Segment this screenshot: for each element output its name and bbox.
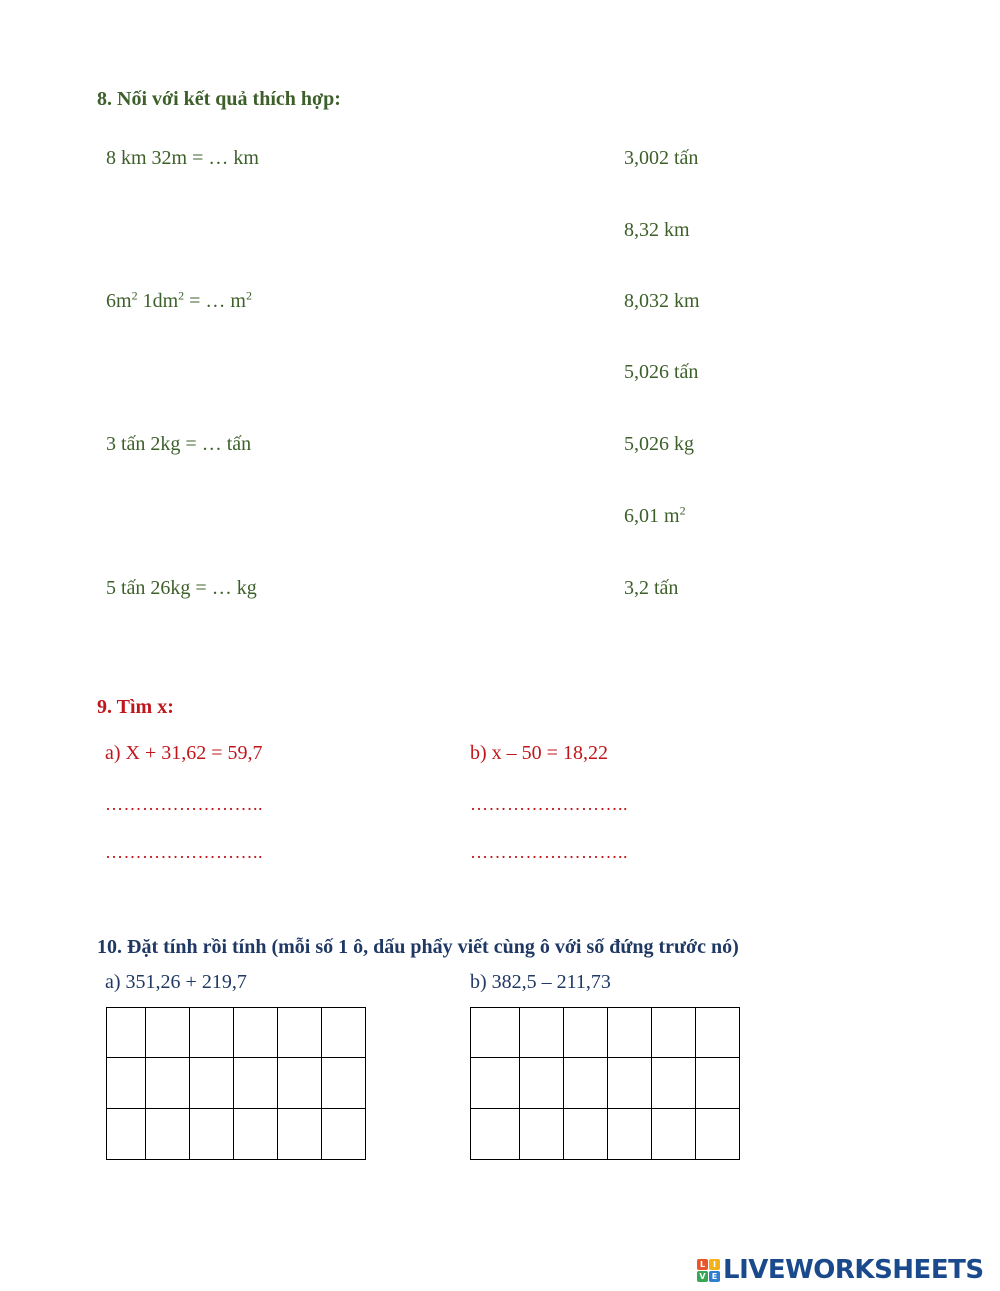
q8-right-item-3: 8,032 km <box>624 290 700 312</box>
grid-cell[interactable] <box>520 1109 564 1160</box>
grid-cell[interactable] <box>652 1109 696 1160</box>
q9-title: 9. Tìm x: <box>97 696 174 718</box>
q9-a-answer-line-1[interactable]: …………………….. <box>105 794 263 814</box>
q8-right-item-4: 5,026 tấn <box>624 361 699 383</box>
grid-cell[interactable] <box>234 1058 278 1109</box>
grid-cell[interactable] <box>107 1058 146 1109</box>
grid-cell[interactable] <box>471 1058 520 1109</box>
grid-cell[interactable] <box>608 1058 652 1109</box>
q9-part-a: a) X + 31,62 = 59,7 <box>105 742 263 764</box>
grid-cell[interactable] <box>471 1109 520 1160</box>
q9-b-answer-line-1[interactable]: …………………….. <box>470 794 628 814</box>
q10-title: 10. Đặt tính rồi tính (mỗi số 1 ô, dấu phẩy viết cùng ô với số đứng trước nó) <box>97 936 739 958</box>
grid-cell[interactable] <box>608 1008 652 1058</box>
q10-part-a: a) 351,26 + 219,7 <box>105 971 247 993</box>
grid-cell[interactable] <box>107 1109 146 1160</box>
grid-cell[interactable] <box>278 1008 322 1058</box>
grid-cell[interactable] <box>190 1008 234 1058</box>
q9-a-answer-line-2[interactable]: …………………….. <box>105 842 263 862</box>
grid-cell[interactable] <box>278 1109 322 1160</box>
grid-cell[interactable] <box>564 1058 608 1109</box>
grid-cell[interactable] <box>564 1008 608 1058</box>
q10-part-b: b) 382,5 – 211,73 <box>470 971 611 993</box>
q8-left-item-2: $6m^2$ $1dm^2$ = … $m^2$ <box>106 288 252 312</box>
grid-cell[interactable] <box>696 1058 740 1109</box>
grid-cell[interactable] <box>696 1109 740 1160</box>
grid-cell[interactable] <box>520 1058 564 1109</box>
grid-cell[interactable] <box>234 1109 278 1160</box>
logo-mark-icon <box>697 1259 720 1282</box>
grid-cell[interactable] <box>696 1008 740 1058</box>
grid-cell[interactable] <box>146 1008 190 1058</box>
q9-b-answer-line-2[interactable]: …………………….. <box>470 842 628 862</box>
grid-cell[interactable] <box>278 1058 322 1109</box>
grid-cell[interactable] <box>107 1008 146 1058</box>
grid-cell[interactable] <box>146 1058 190 1109</box>
q9-part-b: b) x – 50 = 18,22 <box>470 742 608 764</box>
grid-cell[interactable] <box>322 1109 366 1160</box>
grid-cell[interactable] <box>520 1008 564 1058</box>
q10-a-grid <box>106 1007 366 1160</box>
grid-cell[interactable] <box>190 1058 234 1109</box>
q8-right-item-2: 8,32 km <box>624 219 690 241</box>
grid-cell[interactable] <box>608 1109 652 1160</box>
grid-cell[interactable] <box>322 1008 366 1058</box>
q8-right-item-5: 5,026 kg <box>624 433 694 455</box>
logo-mark-letter: I <box>709 1259 720 1270</box>
grid-cell[interactable] <box>190 1109 234 1160</box>
grid-cell[interactable] <box>146 1109 190 1160</box>
logo-text: LIVEWORKSHEETS <box>723 1255 984 1285</box>
q8-left-item-3: 3 tấn 2kg = … tấn <box>106 433 252 455</box>
grid-cell[interactable] <box>652 1008 696 1058</box>
q8-title: 8. Nối với kết quả thích hợp: <box>97 88 341 110</box>
grid-cell[interactable] <box>322 1058 366 1109</box>
q8-left-item-1: 8 km 32m = … km <box>106 147 259 169</box>
grid-cell[interactable] <box>564 1109 608 1160</box>
grid-cell[interactable] <box>471 1008 520 1058</box>
q8-right-item-6: 6,01 $m^2$ <box>624 503 686 527</box>
logo-mark-letter: V <box>697 1271 708 1282</box>
grid-cell[interactable] <box>652 1058 696 1109</box>
q10-b-grid <box>470 1007 740 1160</box>
logo-mark-letter: E <box>709 1271 720 1282</box>
q8-left-item-4: 5 tấn 26kg = … kg <box>106 577 257 599</box>
liveworksheets-logo[interactable] <box>697 1252 984 1288</box>
logo-mark-letter: L <box>697 1259 708 1270</box>
q8-right-item-1: 3,002 tấn <box>624 147 699 169</box>
q8-right-item-7: 3,2 tấn <box>624 577 679 599</box>
grid-cell[interactable] <box>234 1008 278 1058</box>
